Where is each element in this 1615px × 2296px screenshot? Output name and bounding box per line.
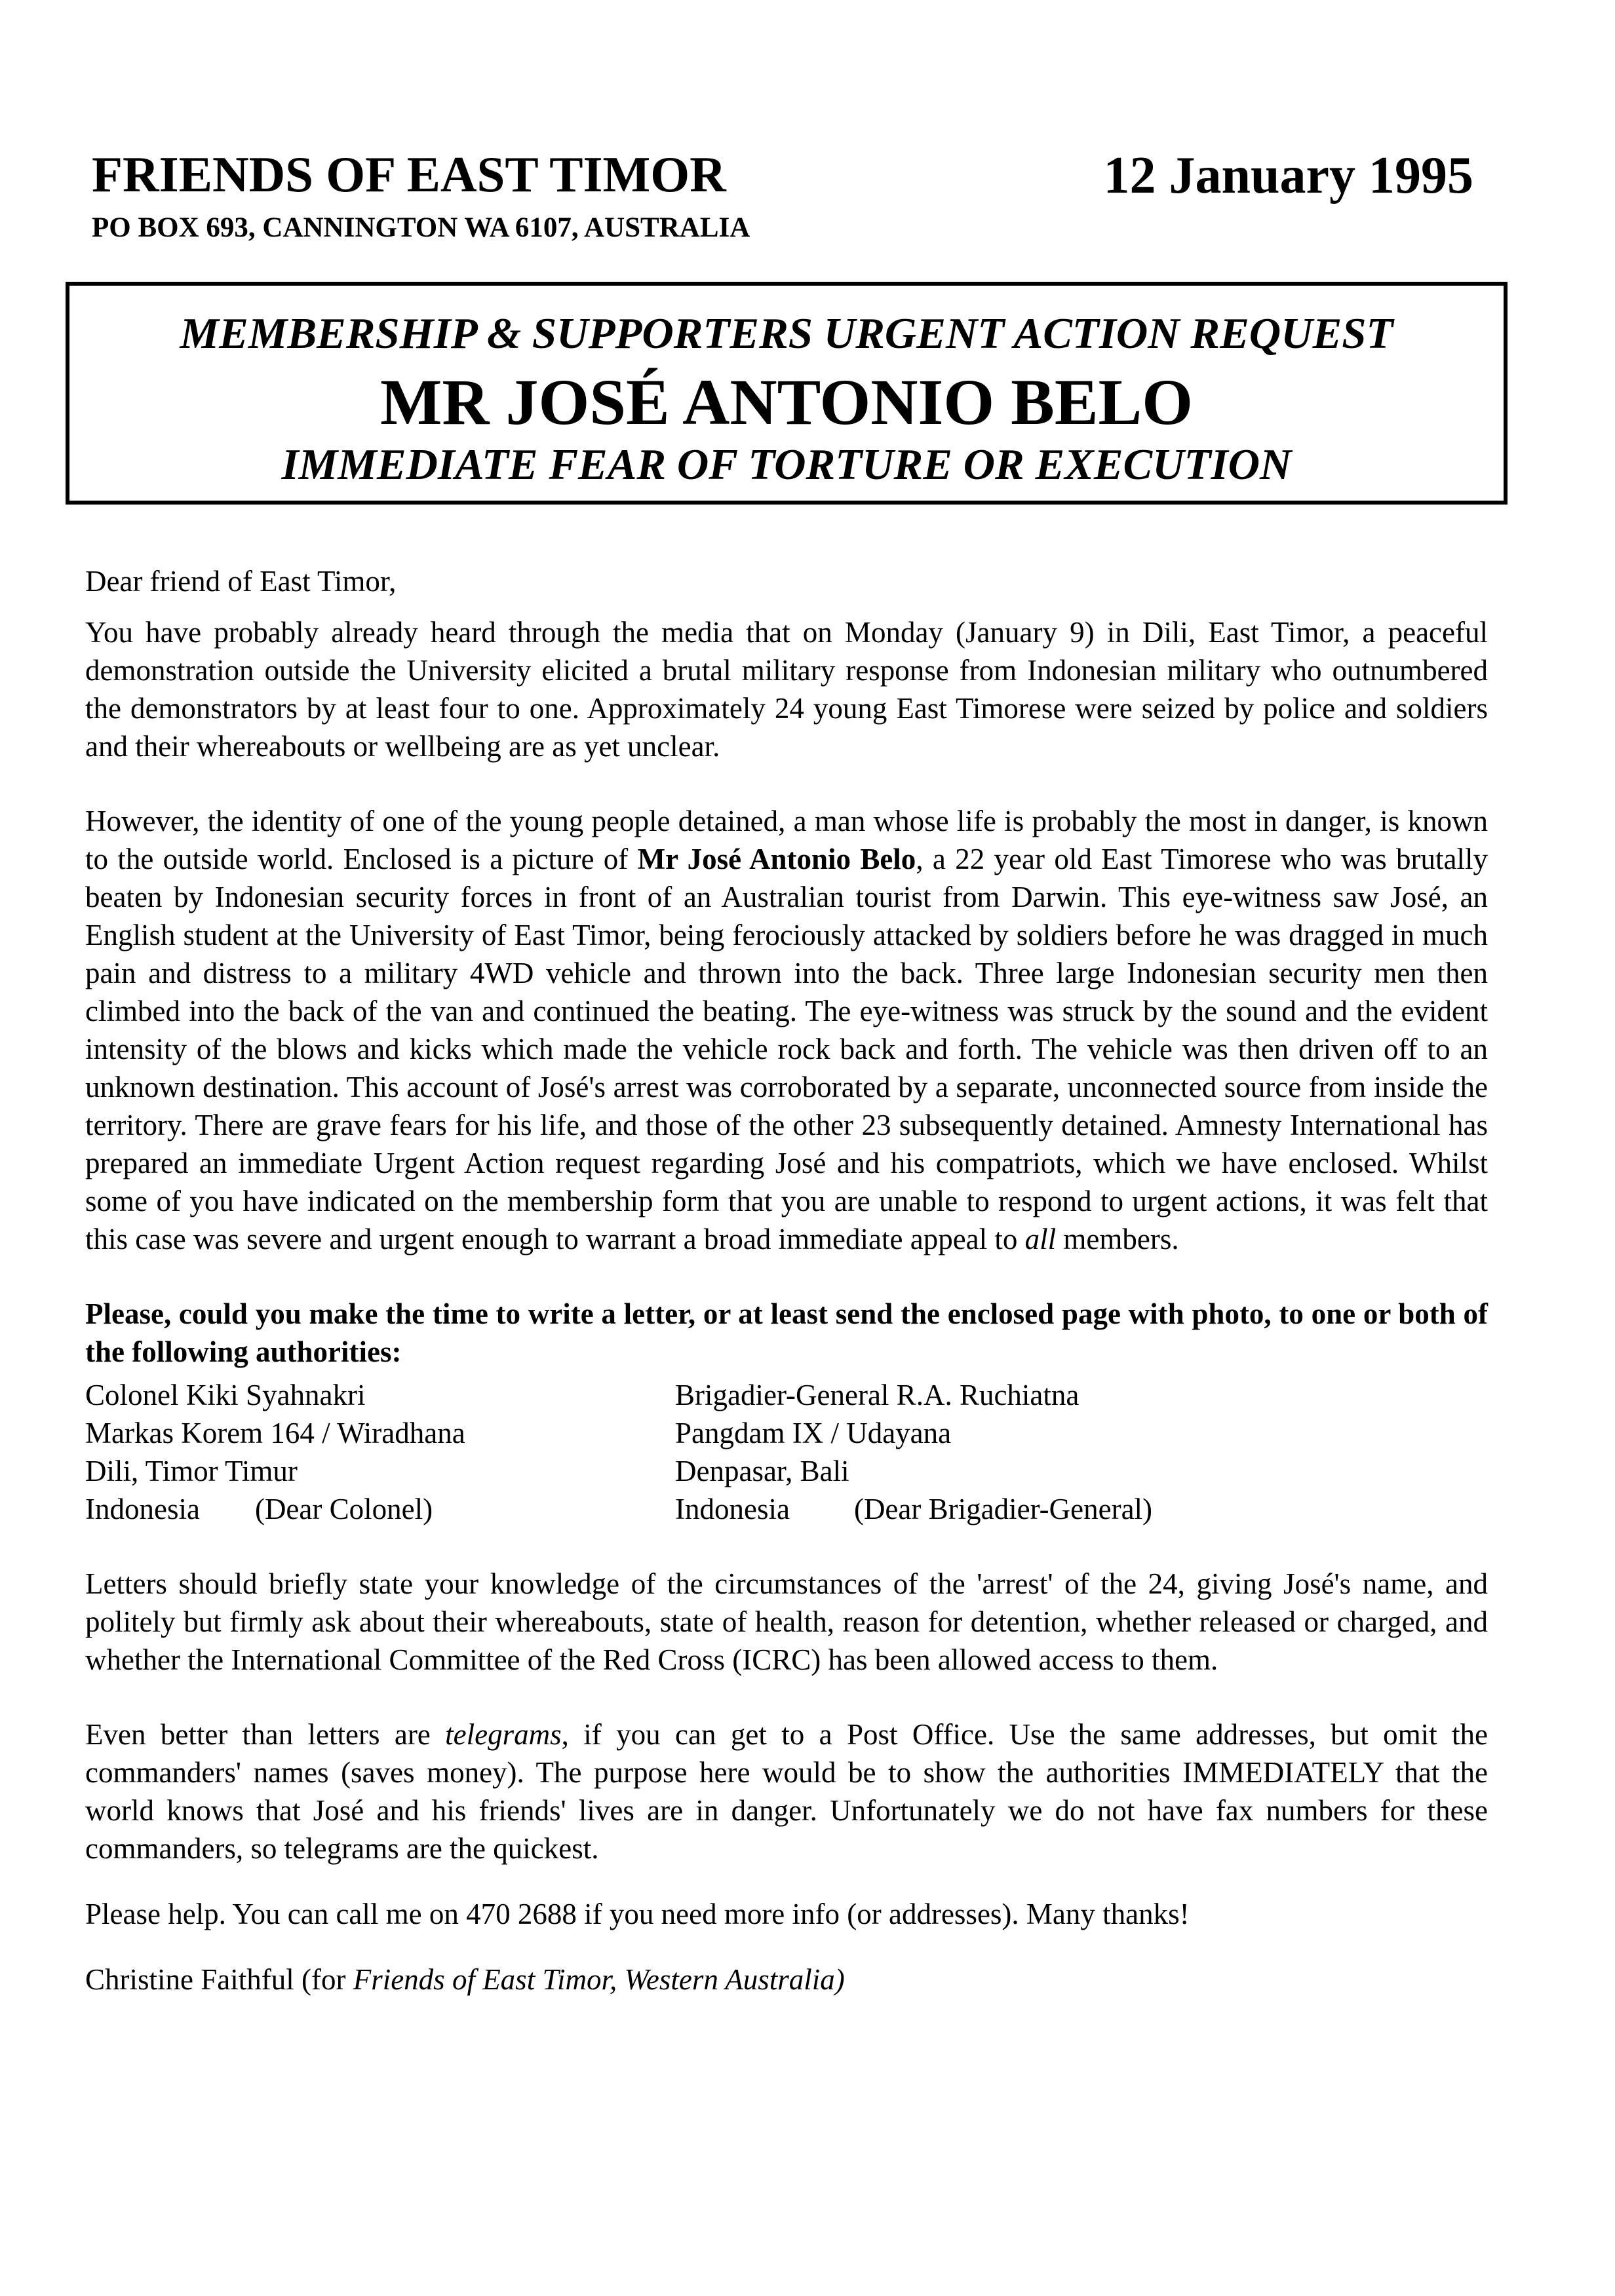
authority-1-line-4 xyxy=(85,1490,675,1528)
authority-1-country: Indonesia xyxy=(85,1493,200,1525)
banner-subtitle: MEMBERSHIP & SUPPORTERS URGENT ACTION REQUEST xyxy=(180,309,1393,358)
banner-person-name: MR JOSÉ ANTONIO BELO xyxy=(379,366,1194,438)
signature xyxy=(85,1961,1488,1999)
authority-2-line-1: Brigadier-General R.A. Ruchiatna xyxy=(675,1379,1080,1411)
authority-2-line-3: Denpasar, Bali xyxy=(675,1455,849,1487)
authority-1 xyxy=(85,1376,675,1528)
urgent-action-banner xyxy=(66,282,1508,505)
paragraph-2 xyxy=(85,802,1488,1258)
paragraph-5: Please help. You can call me on 470 2688 if you need more info (or addresses). Many thanks! xyxy=(85,1898,1190,1930)
paragraph-2-text-b: , a 22 year old East Timorese who was brutally beaten by Indonesian security forces in front of an Australian tourist from Darwin. This eye-witness saw José, an English student at the University of East Timor, being ferociously attacked by soldiers before he was dragged in much pain and distress to a military 4WD vehicle and thrown into the back. Three large Indonesian security men then climbed into the back of the van and continued the beating. The eye-witness was struck by the sound and the evident intensity of the blows and kicks which made the vehicle rock back and forth. The vehicle was then driven off to an unknown destination. This account of José's arrest was corroborated by a separate, unconnected source from inside the territory. There are grave fears for his life, and those of the other 23 subsequently detained. Amnesty International has prepared an immediate Urgent Action request regarding José and his compatriots, which we have enclosed. Whilst some of you have indicated on the membership form that you are unable to respond to urgent actions, it was felt that this case was severe and urgent enough to warrant a broad immediate appeal to xyxy=(85,843,1488,1255)
signature-name: Christine Faithful (for xyxy=(85,1963,353,1996)
authority-2-line-4 xyxy=(675,1490,1265,1528)
paragraph-2-italic: all xyxy=(1024,1223,1057,1255)
letter-body xyxy=(85,562,1488,1999)
action-request: Please, could you make the time to write a letter, or at least send the enclosed page with photo, to one or both of the following authorities: xyxy=(85,1297,1488,1368)
paragraph-3: Letters should briefly state your knowledge of the circumstances of the 'arrest' of the 24, giving José's name, and politely but firmly ask about their whereabouts, state of health, reason for detention, whether released or charged, and whether the International Committee of the Red Cross (ICRC) has been allowed access to them. xyxy=(85,1567,1488,1676)
authority-1-line-2: Markas Korem 164 / Wiradhana xyxy=(85,1417,465,1449)
authority-1-line-3: Dili, Timor Timur xyxy=(85,1455,298,1487)
paragraph-2-bold-name: Mr José Antonio Belo xyxy=(637,843,916,875)
paragraph-4-text-b: , if you can get to a Post Office. Use the same addresses, but omit the commanders' names (saves money). The purpose here would be to show the authorities IMMEDIATELY that the world knows that José and his friends' lives are in danger. Unfortunately we do not have fax numbers for these commanders, so telegrams are the quickest. xyxy=(85,1718,1488,1865)
paragraph-4-text-a: Even better than letters are xyxy=(85,1718,446,1751)
authority-2-country: Indonesia xyxy=(675,1493,790,1525)
paragraph-1: You have probably already heard through the media that on Monday (January 9) in Dili, East Timor, a peaceful demonstration outside the University elicited a brutal military response from Indonesian military who outnumbered the demonstrators by at least four to one. Approximately 24 young East Timorese were seized by police and soldiers and their whereabouts or wellbeing are as yet unclear. xyxy=(85,616,1488,763)
authority-1-salutation: (Dear Colonel) xyxy=(254,1493,433,1525)
authority-2-salutation: (Dear Brigadier-General) xyxy=(853,1493,1153,1525)
authority-2-line-2: Pangdam IX / Udayana xyxy=(675,1417,952,1449)
salutation: Dear friend of East Timor, xyxy=(85,565,397,598)
paragraph-4-italic: telegrams xyxy=(445,1718,562,1751)
paragraph-2-text-a: However, the identity of one of the young people detained, a man whose life is probably the most in danger, is known to the outside world. Enclosed is a picture of xyxy=(85,805,1488,875)
authorities-list xyxy=(85,1376,1488,1528)
org-name: FRIENDS OF EAST TIMOR xyxy=(92,146,726,202)
authority-2 xyxy=(675,1376,1265,1528)
document-date: 12 January 1995 xyxy=(1103,147,1473,204)
paragraph-4 xyxy=(85,1715,1488,1867)
banner-warning: IMMEDIATE FEAR OF TORTURE OR EXECUTION xyxy=(281,440,1292,489)
signature-org: Friends of East Timor, Western Australia) xyxy=(353,1963,845,1996)
authority-1-line-1: Colonel Kiki Syahnakri xyxy=(85,1379,366,1411)
paragraph-2-text-c: members. xyxy=(1056,1223,1179,1255)
org-address: PO BOX 693, CANNINGTON WA 6107, AUSTRALIA xyxy=(92,212,750,243)
